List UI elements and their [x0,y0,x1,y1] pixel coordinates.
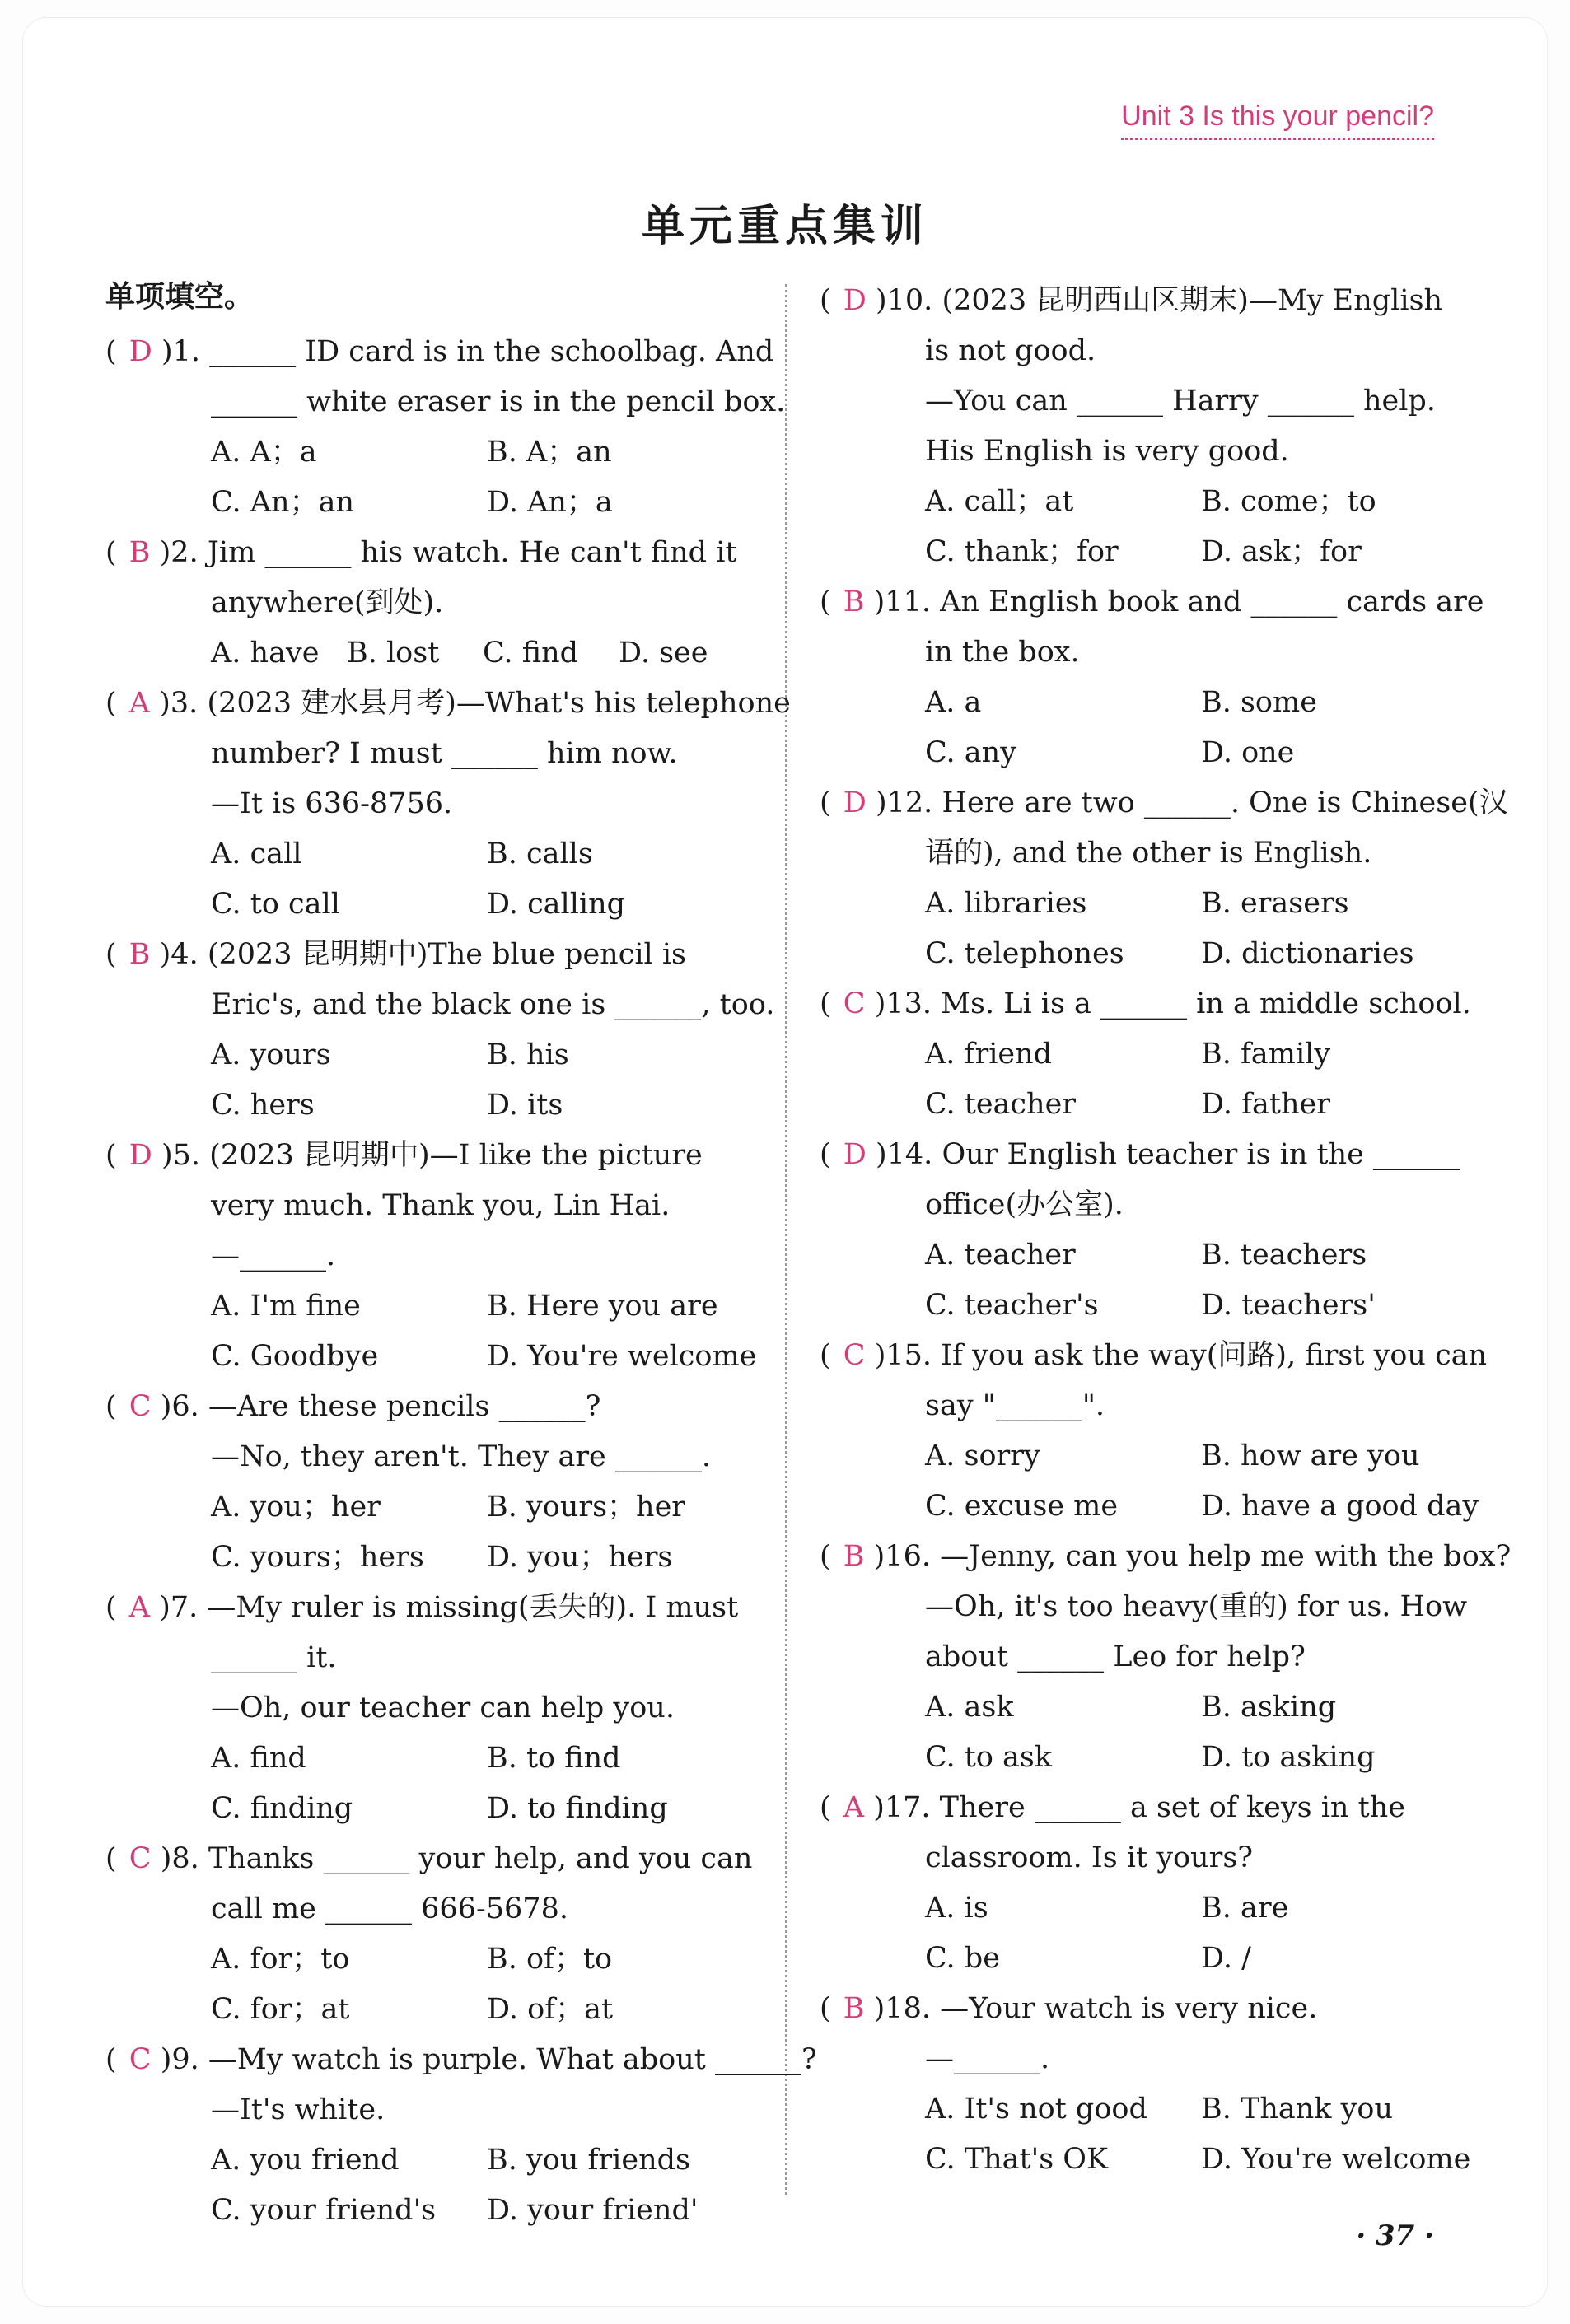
option-d[interactable]: D. of；at [487,1993,614,2026]
section-subheading: 单项填空。 [105,280,255,314]
options-row [105,2186,756,2236]
question-stem-line: —Oh, our teacher can help you. [211,1692,675,1724]
question-number: 14. [886,1138,933,1171]
options-row [820,1431,1479,1482]
question-stem-line [820,577,1484,628]
question-stem-text: ______ ID card is in the schoolbag. And [209,335,774,368]
question-6 [105,1382,756,1583]
answer-paren-open: ( [105,335,126,368]
answer-paren-open: ( [105,687,126,720]
answer-mark: B [128,938,151,971]
option-a[interactable]: A. is [925,1892,988,1925]
question-stem-line: anywhere(到处). [211,586,444,619]
question-number: 7. [170,1591,199,1624]
question-number: 2. [171,536,199,569]
option-b[interactable]: B. of；to [487,1943,613,1976]
answer-mark: C [843,1339,866,1372]
options-row [105,829,756,880]
option-a[interactable]: A. for；to [211,1943,350,1976]
option-b[interactable]: B. A；an [487,436,612,469]
answer-paren-open: ( [820,586,840,618]
option-b[interactable]: B. how are you [1201,1440,1420,1472]
option-b[interactable]: B. erasers [1201,887,1349,920]
answer-mark: A [128,1591,151,1624]
answer-mark: A [128,687,151,720]
options-row [820,1934,1479,1984]
answer-paren-close: ) [151,1842,172,1875]
option-b[interactable]: B. are [1201,1892,1289,1925]
question-stem-text: (2023 昆明期中)—I like the picture [209,1139,703,1172]
spacer [932,786,942,819]
answer-mark: C [128,1390,152,1423]
option-a[interactable]: A. ask [925,1691,1014,1724]
question-number: 3. [170,687,199,720]
option-d[interactable]: D. / [1201,1942,1251,1975]
question-stem-line [820,1984,1479,2034]
left-column [105,276,817,2236]
question-stem-line: —It's white. [211,2093,385,2126]
options-row [820,1281,1479,1331]
option-c[interactable]: C. to call [211,888,340,921]
option-a[interactable]: A. have [211,637,320,670]
options-row [105,1482,756,1533]
options-row [105,1934,756,1985]
answer-paren-close: ) [864,586,885,618]
options-row [820,728,1479,778]
question-12 [820,778,1508,979]
option-b[interactable]: B. some [1201,686,1317,719]
spacer [932,284,942,317]
question-number: 17. [884,1791,931,1824]
option-a[interactable]: A. friend [925,1038,1053,1071]
question-3 [105,679,791,930]
option-a[interactable]: A. you friend [211,2144,400,2177]
options-row [820,1733,1479,1783]
option-b[interactable]: B. calls [487,838,593,870]
question-stem-line: office(办公室). [925,1188,1124,1221]
spacer [199,1390,208,1423]
question-number: 9. [171,2043,199,2076]
spacer [199,1842,208,1875]
answer-mark: D [128,335,152,368]
option-b[interactable]: B. yours；her [487,1491,686,1524]
question-number: 12. [886,786,933,819]
answer-paren-open: ( [820,1791,840,1824]
answer-mark: D [128,1139,152,1172]
question-2 [105,528,756,679]
option-c[interactable]: C. excuse me [925,1490,1119,1523]
answer-paren-close: ) [151,1390,172,1423]
question-14 [820,1130,1479,1331]
answer-paren-open: ( [105,2043,126,2076]
options-row [820,678,1479,728]
answer-mark: A [843,1791,865,1824]
question-number: 11. [885,586,931,618]
question-stem-text: —Are these pencils ______? [208,1390,601,1423]
question-stem-line [105,679,791,729]
option-c[interactable]: C. teacher [925,1088,1077,1121]
question-stem-text: There ______ a set of keys in the [939,1791,1405,1824]
question-stem-line: —______. [211,1239,336,1272]
question-13 [820,979,1479,1130]
question-stem-text: (2023 建水县月考)—What's his telephone [207,687,791,720]
option-d[interactable]: D. have a good day [1201,1490,1479,1523]
answer-mark: B [843,1540,865,1573]
spacer [932,987,941,1020]
options-row [105,1985,756,2035]
question-stem-line: ______ it. [211,1641,337,1674]
option-a[interactable]: A. find [211,1742,306,1775]
question-stem-text: —My ruler is missing(丢失的). I must [207,1591,739,1624]
answer-paren-close: ) [150,1591,171,1624]
question-number: 10. [886,284,933,317]
option-a[interactable]: A. call；at [925,485,1074,518]
option-b[interactable]: B. family [1201,1038,1331,1071]
option-d[interactable]: D. see [619,637,708,670]
options-row [105,1734,756,1784]
question-stem-line: His English is very good. [925,435,1289,468]
question-stem-line: very much. Thank you, Lin Hai. [211,1189,671,1222]
answer-paren-open: ( [820,1992,840,2025]
option-d[interactable]: D. teachers' [1201,1289,1376,1322]
question-4 [105,930,775,1131]
question-stem-text: —Jenny, can you help me with the box? [940,1540,1512,1573]
question-stem-line [820,1783,1479,1833]
question-number: 1. [172,335,201,368]
right-column [820,276,1512,2185]
option-b[interactable]: B. come；to [1201,485,1376,518]
question-stem-text: —My watch is purple. What about ______? [208,2043,817,2076]
option-c[interactable]: C. telephones [925,937,1124,970]
spacer [199,536,208,569]
option-c[interactable]: C. teacher's [925,1289,1099,1322]
answer-paren-close: ) [866,786,887,819]
spacer [200,1139,209,1172]
option-c[interactable]: C. find [483,637,579,670]
answer-mark: D [843,284,867,317]
options-row [820,1883,1479,1934]
answer-paren-open: ( [105,1139,126,1172]
question-18 [820,1984,1479,2185]
options-row [105,628,756,679]
unit-header: Unit 3 Is this your pencil? [1121,100,1434,140]
answer-paren-close: ) [150,536,171,569]
option-b[interactable]: B. you friends [487,2144,690,2177]
question-stem-line [105,1583,756,1633]
left-question-list [105,327,817,2236]
question-stem-line: say "______". [925,1389,1105,1422]
options-row [105,1030,756,1080]
column-divider [785,284,787,2195]
question-9 [105,2035,817,2236]
spacer [931,1992,940,2025]
answer-paren-open: ( [820,987,840,1020]
question-10 [820,276,1479,577]
option-d[interactable]: D. to finding [487,1792,668,1825]
options-row [105,880,756,930]
answer-paren-close: ) [865,987,886,1020]
answer-paren-open: ( [105,1842,126,1875]
question-number: 6. [171,1390,199,1423]
option-a[interactable]: A. yours [211,1038,331,1071]
option-c[interactable]: C. thank；for [925,535,1119,568]
answer-paren-open: ( [105,536,126,569]
question-17 [820,1783,1479,1984]
question-8 [105,1834,756,2035]
options-row [820,1029,1479,1080]
question-stem-text: Here are two ______. One is Chinese(汉 [942,786,1508,819]
option-a[interactable]: A. A；a [211,436,317,469]
question-stem-text: Jim ______ his watch. He can't find it [207,536,737,569]
question-stem-line: —Oh, it's too heavy(重的) for us. How [925,1590,1468,1623]
question-stem-line [820,979,1479,1029]
option-d[interactable]: D. one [1201,736,1295,769]
question-stem-line: —No, they aren't. They are ______. [211,1440,712,1473]
answer-mark: C [843,987,866,1020]
option-d[interactable]: D. dictionaries [1201,937,1414,970]
question-stem-line: call me ______ 666-5678. [211,1892,568,1925]
options-row [820,2084,1479,2135]
question-stem-line [820,276,1479,326]
question-stem-line: is not good. [925,334,1096,367]
spacer [931,1540,940,1573]
answer-mark: B [843,1992,865,2025]
options-row [105,1332,756,1382]
page-number: · 37 · [1356,2219,1434,2252]
question-stem-text: —Your watch is very nice. [940,1992,1318,2025]
options-row [820,527,1479,577]
question-stem-line: —You can ______ Harry ______ help. [925,385,1436,418]
answer-mark: B [843,586,865,618]
option-b[interactable]: B. Thank you [1201,2093,1393,2126]
options-row [820,2135,1479,2185]
option-c[interactable]: C. your friend's [211,2194,437,2227]
option-d[interactable]: D. you；hers [487,1541,673,1574]
option-d[interactable]: D. your friend' [487,2194,699,2227]
answer-paren-close: ) [864,1791,885,1824]
option-d[interactable]: D. You're welcome [1201,2143,1471,2176]
question-5 [105,1131,756,1382]
option-a[interactable]: A. teacher [925,1239,1076,1272]
question-stem-text: (2023 昆明期中)The blue pencil is [207,938,686,971]
option-d[interactable]: D. to asking [1201,1741,1376,1774]
answer-mark: D [843,1138,867,1171]
options-row [105,1784,756,1834]
answer-paren-close: ) [152,1139,173,1172]
question-number: 13. [885,987,932,1020]
spacer [199,938,208,971]
options-row [820,879,1479,929]
answer-mark: C [128,2043,152,2076]
question-number: 16. [885,1540,931,1573]
question-number: 8. [171,1842,199,1875]
option-d[interactable]: D. An；a [487,486,613,519]
question-stem-line [820,1331,1488,1381]
question-stem-line: classroom. Is it yours? [925,1841,1254,1874]
spacer [198,1591,207,1624]
option-b[interactable]: B. lost [347,637,440,670]
option-b[interactable]: B. asking [1201,1691,1337,1724]
question-stem-line [105,930,756,980]
question-stem-line [105,1382,756,1432]
option-c[interactable]: C. An；an [211,486,355,519]
options-row [820,1230,1479,1281]
option-b[interactable]: B. his [487,1038,569,1071]
answer-paren-close: ) [866,284,887,317]
question-stem-line [105,2035,817,2085]
question-stem-line [105,1131,756,1181]
spacer [931,586,940,618]
option-b[interactable]: B. teachers [1201,1239,1367,1272]
options-row [105,2135,756,2186]
options-row [105,1533,756,1583]
options-row [105,1281,756,1332]
question-stem-text: Thanks ______ your help, and you can [208,1842,753,1875]
options-row [105,427,756,478]
question-stem-line [820,1130,1479,1180]
option-c[interactable]: C. to ask [925,1741,1053,1774]
options-row [820,929,1479,979]
options-row [820,1080,1479,1130]
answer-paren-open: ( [820,1339,840,1372]
question-stem-line [105,528,756,578]
option-d[interactable]: D. father [1201,1088,1330,1121]
answer-paren-close: ) [865,1339,886,1372]
answer-paren-open: ( [105,938,126,971]
question-stem-line: —It is 636-8756. [211,787,453,820]
answer-paren-open: ( [105,1591,126,1624]
option-c[interactable]: C. Goodbye [211,1340,379,1373]
option-c[interactable]: C. any [925,736,1016,769]
options-row [105,478,756,528]
question-stem-line: —______. [925,2042,1050,2075]
question-number: 4. [171,938,199,971]
option-a[interactable]: A. I'm fine [211,1290,361,1323]
question-stem-text: (2023 昆明西山区期末)—My English [942,284,1443,317]
answer-paren-open: ( [820,1138,840,1171]
answer-paren-open: ( [820,284,840,317]
question-15 [820,1331,1488,1532]
option-c[interactable]: C. hers [211,1089,315,1122]
option-d[interactable]: D. its [487,1089,563,1122]
option-a[interactable]: A. libraries [925,887,1087,920]
answer-paren-close: ) [864,1540,885,1573]
option-b[interactable]: B. to find [487,1742,621,1775]
answer-paren-close: ) [866,1138,887,1171]
question-1 [105,327,786,528]
answer-mark: D [843,786,867,819]
question-stem-text: An English book and ______ cards are [940,586,1484,618]
question-stem-line [105,327,774,377]
question-stem-line [820,778,1508,828]
spacer [932,1339,941,1372]
option-c[interactable]: C. be [925,1942,1000,1975]
option-a[interactable]: A. you；her [211,1491,381,1524]
question-stem-line: in the box. [925,636,1080,669]
question-11 [820,577,1484,778]
option-d[interactable]: D. You're welcome [487,1340,757,1373]
option-a[interactable]: A. a [925,686,982,719]
question-stem-text: Ms. Li is a ______ in a middle school. [941,987,1471,1020]
answer-paren-open: ( [820,1540,840,1573]
question-16 [820,1532,1512,1783]
answer-paren-close: ) [150,687,171,720]
spacer [199,2043,208,2076]
option-c[interactable]: C. finding [211,1792,353,1825]
spacer [200,335,209,368]
option-d[interactable]: D. calling [487,888,626,921]
right-question-list [820,276,1512,2185]
options-row [820,1682,1479,1733]
option-c[interactable]: C. That's OK [925,2143,1109,2176]
question-stem-text: Our English teacher is in the ______ [942,1138,1460,1171]
question-stem-line [105,1834,756,1884]
question-7 [105,1583,756,1834]
question-stem-line: Eric's, and the black one is ______, too. [211,988,775,1021]
question-stem-line: ______ white eraser is in the pencil box. [211,385,786,418]
answer-paren-close: ) [152,335,173,368]
question-number: 18. [885,1992,931,2025]
option-a[interactable]: A. call [211,838,302,870]
option-d[interactable]: D. ask；for [1201,535,1362,568]
section-title: 单元重点集训 [641,202,928,251]
question-stem-line: about ______ Leo for help? [925,1640,1306,1673]
answer-paren-open: ( [105,1390,126,1423]
question-stem-line: number? I must ______ him now. [211,737,678,770]
question-stem-text: If you ask the way(问路), first you can [941,1339,1488,1372]
question-stem-line: 语的), and the other is English. [925,837,1372,870]
answer-mark: B [128,536,151,569]
answer-paren-close: ) [150,938,171,971]
option-b[interactable]: B. Here you are [487,1290,718,1323]
answer-paren-close: ) [864,1992,885,2025]
option-a[interactable]: A. It's not good [925,2093,1147,2126]
options-row [820,477,1479,527]
options-row [105,1080,756,1131]
question-number: 15. [885,1339,932,1372]
question-stem-line [820,1532,1512,1582]
option-c[interactable]: C. for；at [211,1993,350,2026]
answer-paren-close: ) [151,2043,172,2076]
spacer [932,1138,942,1171]
spacer [198,687,207,720]
option-c[interactable]: C. yours；hers [211,1541,424,1574]
options-row [820,1482,1479,1532]
answer-paren-open: ( [820,786,840,819]
answer-mark: C [128,1842,152,1875]
option-a[interactable]: A. sorry [925,1440,1040,1472]
spacer [931,1791,940,1824]
question-number: 5. [172,1139,201,1172]
